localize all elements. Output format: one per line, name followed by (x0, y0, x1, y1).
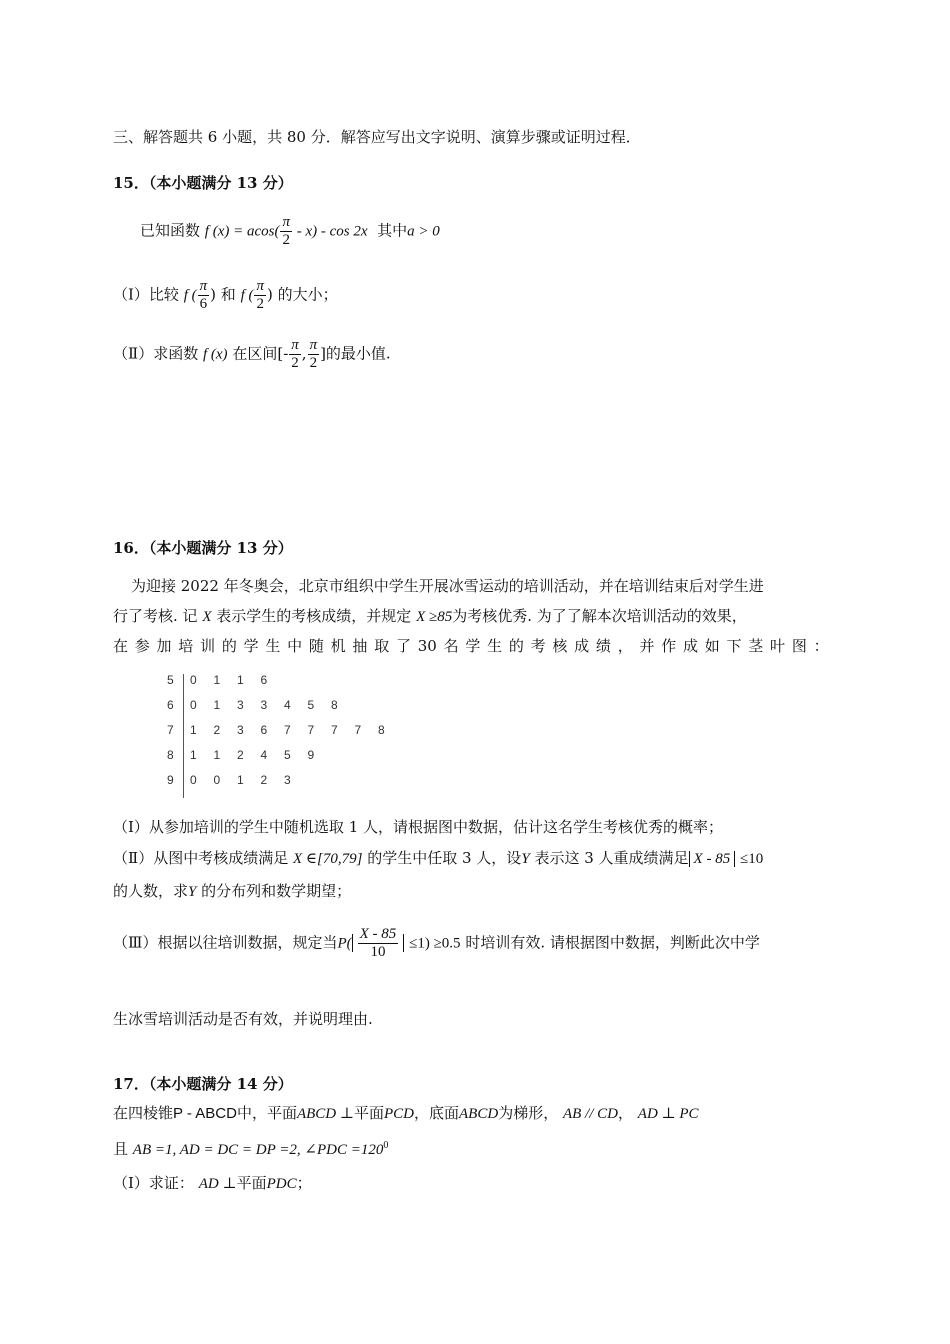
q16-para-line1: 为迎接 2022 年冬奥会，北京市组织中学生开展冰雪运动的培训活动，并在培训结束后对学生进 (131, 577, 764, 595)
leaf-value: 3 (260, 698, 268, 712)
stem-value: 5 (167, 673, 174, 687)
q17-line1: 在四棱锥P - ABCD中，平面ABCD ⊥平面PCD，底面ABCD为梯形， AB // CD， AD ⊥ PC (113, 1104, 699, 1122)
q16-para-line2: 行了考核. 记 X 表示学生的考核成绩，并规定 X ≥85为考核优秀. 为了了解本次培训活动的效果， (113, 607, 747, 625)
leaf-value: 0 (190, 698, 197, 712)
leaf-value: 7 (284, 723, 291, 737)
leaf-value: 5 (307, 698, 315, 712)
q15-title: 15．（本小题满分 13 分） (113, 174, 293, 192)
q15-part1 (113, 278, 338, 313)
q17-part1: （Ⅰ）求证： AD ⊥平面PDC； (113, 1174, 312, 1192)
section-header: 三、解答题共 6 小题，共 80 分．解答应写出文字说明、演算步骤或证明过程． (113, 128, 641, 146)
q15-func-tail: - x) - cos 2x (293, 223, 368, 240)
q16-abs-frac: $\frac{X - 85}{10}$ (352, 934, 405, 952)
q15-frac-pi-6: $\frac{\pi}{6}$ (199, 278, 208, 312)
q15-cond-text: 其中 (377, 221, 408, 240)
q16-para-line3: 在 参 加 培 训 的 学 生 中 随 机 抽 取 了 30 名 学 生 的 考 核 成 绩 ， 并 作 成 如 下 茎 叶 图 ： (113, 637, 829, 655)
leaf-value: 1 (237, 773, 244, 787)
leaf-value: 1 (237, 673, 244, 687)
q15-p1-label: （Ⅰ）比较 (113, 285, 179, 304)
stem-divider (183, 674, 184, 798)
q15-frac-pi-2b: $\frac{\pi}{2}$ (256, 278, 264, 312)
leaf-value: 2 (237, 748, 244, 762)
q15-part2 (113, 337, 391, 372)
q15-prefix: 已知函数 (140, 221, 201, 240)
leaf-value: 7 (307, 723, 315, 737)
q16-part3-line2: 生冰雪培训活动是否有效，并说明理由. (113, 1010, 373, 1028)
stem-value: 9 (167, 773, 174, 787)
leaf-value: 1 (213, 748, 221, 762)
q15-frac-lower: $\frac{\pi}{2}$ (291, 337, 299, 371)
leaf-value: 2 (213, 723, 221, 737)
leaf-value: 0 (190, 773, 197, 787)
q16-part2-line1: （Ⅱ）从图中考核成绩满足 X ∈[70,79] 的学生中任取 3 人，设Y 表示这 3 人重成绩满足 X - 85 ≤10 (113, 849, 764, 867)
leaf-value: 0 (190, 673, 197, 687)
q15-p2-mid: 在区间[- (232, 344, 289, 363)
q16-part3-line1: （Ⅲ）根据以往培训数据，规定当P( $\frac{X - 85}{10}$ ≤1) ≥0.5 时培训有效. 请根据图中数据，判断此次中学 (113, 926, 760, 960)
leaf-value: 4 (260, 748, 268, 762)
q17-title: 17．（本小题满分 14 分） (113, 1075, 293, 1093)
q15-p2-label: （Ⅱ）求函数 (113, 344, 199, 363)
stem-value: 8 (167, 748, 174, 762)
q16-part1: （Ⅰ）从参加培训的学生中随机选取 1 人，请根据图中数据，估计这名学生考核优秀的概率； (113, 818, 724, 836)
q16-title: 16．（本小题满分 13 分） (113, 539, 293, 557)
leaf-value: 8 (331, 698, 338, 712)
leaf-value: 9 (307, 748, 315, 762)
leaf-value: 6 (260, 673, 268, 687)
q15-func: f (x) = acos( (204, 223, 280, 240)
leaf-value: 8 (378, 723, 385, 737)
q15-p1-f1: f ( (183, 287, 197, 304)
q15-p1-end: ) 的大小； (267, 285, 338, 304)
stem-value: 6 (167, 698, 174, 712)
q15-p1-and: ) 和 (210, 285, 236, 304)
q15-p2-f: f (x) (202, 346, 228, 363)
leaf-value: 1 (213, 698, 221, 712)
q15-p2-comma: , (301, 344, 307, 363)
q15-p2-end: ]的最小值. (320, 344, 391, 363)
stem-leaf-plot (155, 668, 385, 802)
leaf-value: 0 (213, 773, 221, 787)
leaf-value: 1 (213, 673, 221, 687)
q15-frac-pi-2: $\frac{\pi}{2}$ (282, 214, 290, 248)
q17-line2: 且 AB =1, AD = DC = DP =2, ∠PDC $=120^0$ (113, 1140, 389, 1158)
stem-value: 7 (167, 723, 174, 737)
leaf-value: 6 (260, 723, 268, 737)
q15-function-line (140, 214, 440, 249)
q15-cond: a > 0 (407, 223, 440, 240)
q15-frac-upper: $\frac{\pi}{2}$ (309, 337, 318, 371)
leaf-value: 5 (284, 748, 291, 762)
q16-part2-line2: 的人数，求Y 的分布列和数学期望； (113, 882, 352, 900)
leaf-value: 7 (354, 723, 362, 737)
leaf-value: 3 (284, 773, 291, 787)
leaf-value: 2 (260, 773, 268, 787)
leaf-value: 3 (237, 698, 244, 712)
leaf-value: 7 (331, 723, 338, 737)
leaf-value: 4 (284, 698, 291, 712)
leaf-value: 1 (190, 748, 197, 762)
q15-p1-f2: f ( (240, 287, 254, 304)
leaf-value: 1 (190, 723, 197, 737)
leaf-value: 3 (237, 723, 244, 737)
